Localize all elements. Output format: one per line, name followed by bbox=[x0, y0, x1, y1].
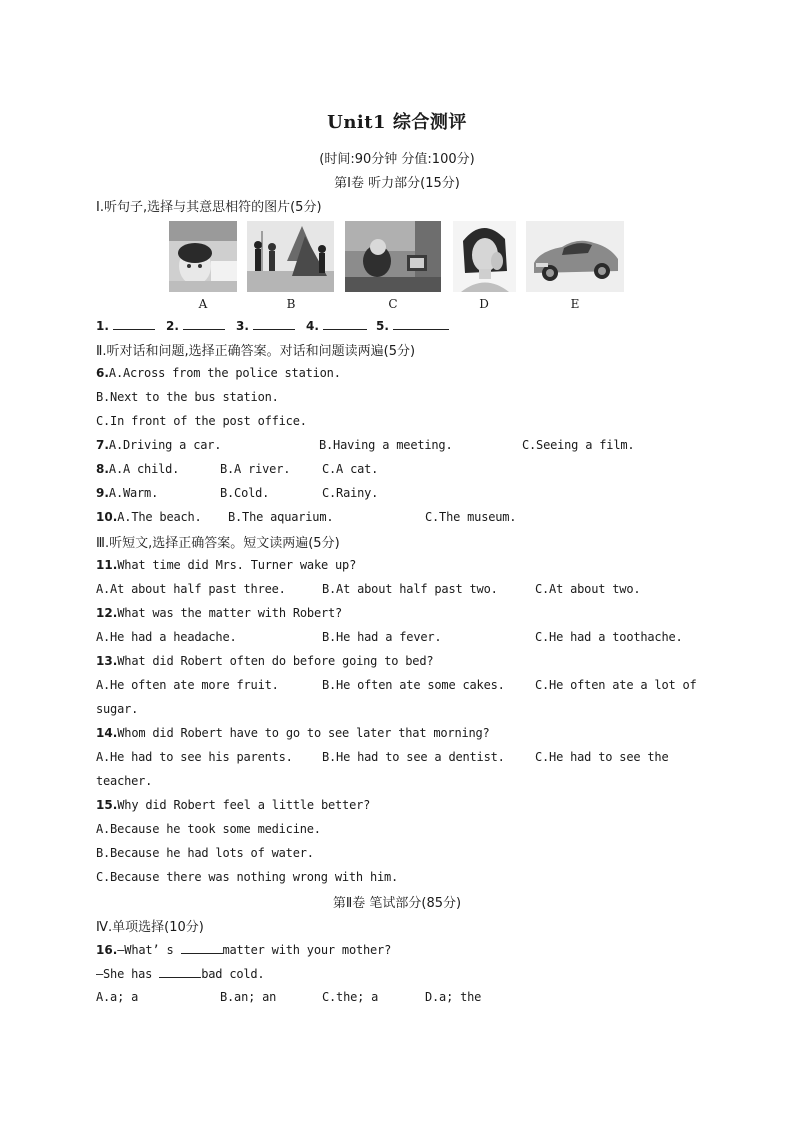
picture-label-e: E bbox=[570, 297, 580, 311]
exam-meta: (时间:90分钟 分值:100分) bbox=[319, 152, 475, 167]
question-number: 6. bbox=[96, 366, 109, 380]
answer-blank-1[interactable]: 1. bbox=[96, 318, 155, 333]
picture-label-c: C bbox=[388, 297, 398, 311]
question-number: 15. bbox=[96, 798, 118, 812]
question-6-option-c: C.In front of the post office. bbox=[96, 414, 307, 428]
question-12-option-a: A.He had a headache. bbox=[96, 630, 237, 644]
question-7-option-a: 7.A.Driving a car. bbox=[96, 438, 222, 452]
answer-blank-4[interactable]: 4. bbox=[306, 318, 367, 333]
question-16-option-b: B.an; an bbox=[220, 990, 277, 1004]
tv-room-photo bbox=[345, 221, 441, 292]
part1-title: 第Ⅰ卷 听力部分(15分) bbox=[334, 176, 460, 191]
section-4-heading: Ⅳ.单项选择(10分) bbox=[96, 920, 204, 935]
question-14-option-a: A.He had to see his parents. bbox=[96, 750, 293, 764]
question-16-option-a: A.a; a bbox=[96, 990, 139, 1004]
question-8-option-b: B.A river. bbox=[220, 462, 291, 476]
question-15-option-a: A.Because he took some medicine. bbox=[96, 822, 321, 836]
question-8-option-c: C.A cat. bbox=[322, 462, 379, 476]
question-11: 11.What time did Mrs. Turner wake up? bbox=[96, 558, 357, 572]
question-number: 9. bbox=[96, 486, 109, 500]
question-6-option-a: 6.A.Across from the police station. bbox=[96, 366, 341, 380]
question-14-option-c-cont: teacher. bbox=[96, 774, 153, 788]
question-11-option-c: C.At about two. bbox=[535, 582, 641, 596]
question-10-option-a: 10.A.The beach. bbox=[96, 510, 202, 524]
question-14: 14.Whom did Robert have to go to see later that morning? bbox=[96, 726, 490, 740]
question-14-option-c: C.He had to see the bbox=[535, 750, 669, 764]
car-photo bbox=[526, 221, 624, 292]
question-number: 7. bbox=[96, 438, 109, 452]
question-15-option-b: B.Because he had lots of water. bbox=[96, 846, 314, 860]
question-number: 13. bbox=[96, 654, 118, 668]
sick-child-photo bbox=[169, 221, 237, 292]
question-6-option-b: B.Next to the bus station. bbox=[96, 390, 279, 404]
question-9-option-b: B.Cold. bbox=[220, 486, 270, 500]
question-7-option-c: C.Seeing a film. bbox=[522, 438, 635, 452]
question-13: 13.What did Robert often do before going to bed? bbox=[96, 654, 434, 668]
question-number: 12. bbox=[96, 606, 118, 620]
toothache-woman-photo bbox=[453, 221, 516, 292]
answer-blank-3[interactable]: 3. bbox=[236, 318, 295, 333]
question-13-option-a: A.He often ate more fruit. bbox=[96, 678, 279, 692]
question-13-option-c-cont: sugar. bbox=[96, 702, 139, 716]
question-number: 8. bbox=[96, 462, 109, 476]
fill-blank[interactable] bbox=[159, 966, 201, 978]
picture-label-a: A bbox=[198, 297, 208, 311]
answer-blank-5[interactable]: 5. bbox=[376, 318, 449, 333]
page-title: Unit1 综合测评 bbox=[327, 112, 467, 133]
question-14-option-b: B.He had to see a dentist. bbox=[322, 750, 505, 764]
picture-label-d: D bbox=[479, 297, 489, 311]
section-3-heading: Ⅲ.听短文,选择正确答案。短文读两遍(5分) bbox=[96, 536, 340, 551]
section-2-heading: Ⅱ.听对话和问题,选择正确答案。对话和问题读两遍(5分) bbox=[96, 344, 416, 359]
question-8-option-a: 8.A.A child. bbox=[96, 462, 180, 476]
question-number: 14. bbox=[96, 726, 118, 740]
question-16-option-d: D.a; the bbox=[425, 990, 482, 1004]
question-16-line-1: 16.—What’ s matter with your mother? bbox=[96, 943, 392, 957]
question-12: 12.What was the matter with Robert? bbox=[96, 606, 343, 620]
question-9-option-c: C.Rainy. bbox=[322, 486, 379, 500]
section-1-heading: Ⅰ.听句子,选择与其意思相符的图片(5分) bbox=[96, 200, 322, 215]
question-15-option-c: C.Because there was nothing wrong with him. bbox=[96, 870, 399, 884]
answer-blank-2[interactable]: 2. bbox=[166, 318, 225, 333]
question-11-option-a: A.At about half past three. bbox=[96, 582, 286, 596]
question-12-option-b: B.He had a fever. bbox=[322, 630, 442, 644]
question-11-option-b: B.At about half past two. bbox=[322, 582, 498, 596]
picture-label-b: B bbox=[286, 297, 296, 311]
question-12-option-c: C.He had a toothache. bbox=[535, 630, 683, 644]
question-16-line-2: —She has bad cold. bbox=[96, 967, 265, 981]
question-13-option-b: B.He often ate some cakes. bbox=[322, 678, 505, 692]
fill-blank[interactable] bbox=[181, 942, 223, 954]
planting-trees-photo bbox=[247, 221, 334, 292]
part2-title: 第Ⅱ卷 笔试部分(85分) bbox=[332, 896, 462, 911]
question-7-option-b: B.Having a meeting. bbox=[319, 438, 453, 452]
question-15: 15.Why did Robert feel a little better? bbox=[96, 798, 371, 812]
question-number: 10. bbox=[96, 510, 118, 524]
question-10-option-c: C.The museum. bbox=[425, 510, 517, 524]
question-number: 16. bbox=[96, 943, 118, 957]
question-9-option-a: 9.A.Warm. bbox=[96, 486, 159, 500]
question-16-option-c: C.the; a bbox=[322, 990, 379, 1004]
question-13-option-c: C.He often ate a lot of bbox=[535, 678, 697, 692]
question-10-option-b: B.The aquarium. bbox=[228, 510, 334, 524]
question-number: 11. bbox=[96, 558, 118, 572]
